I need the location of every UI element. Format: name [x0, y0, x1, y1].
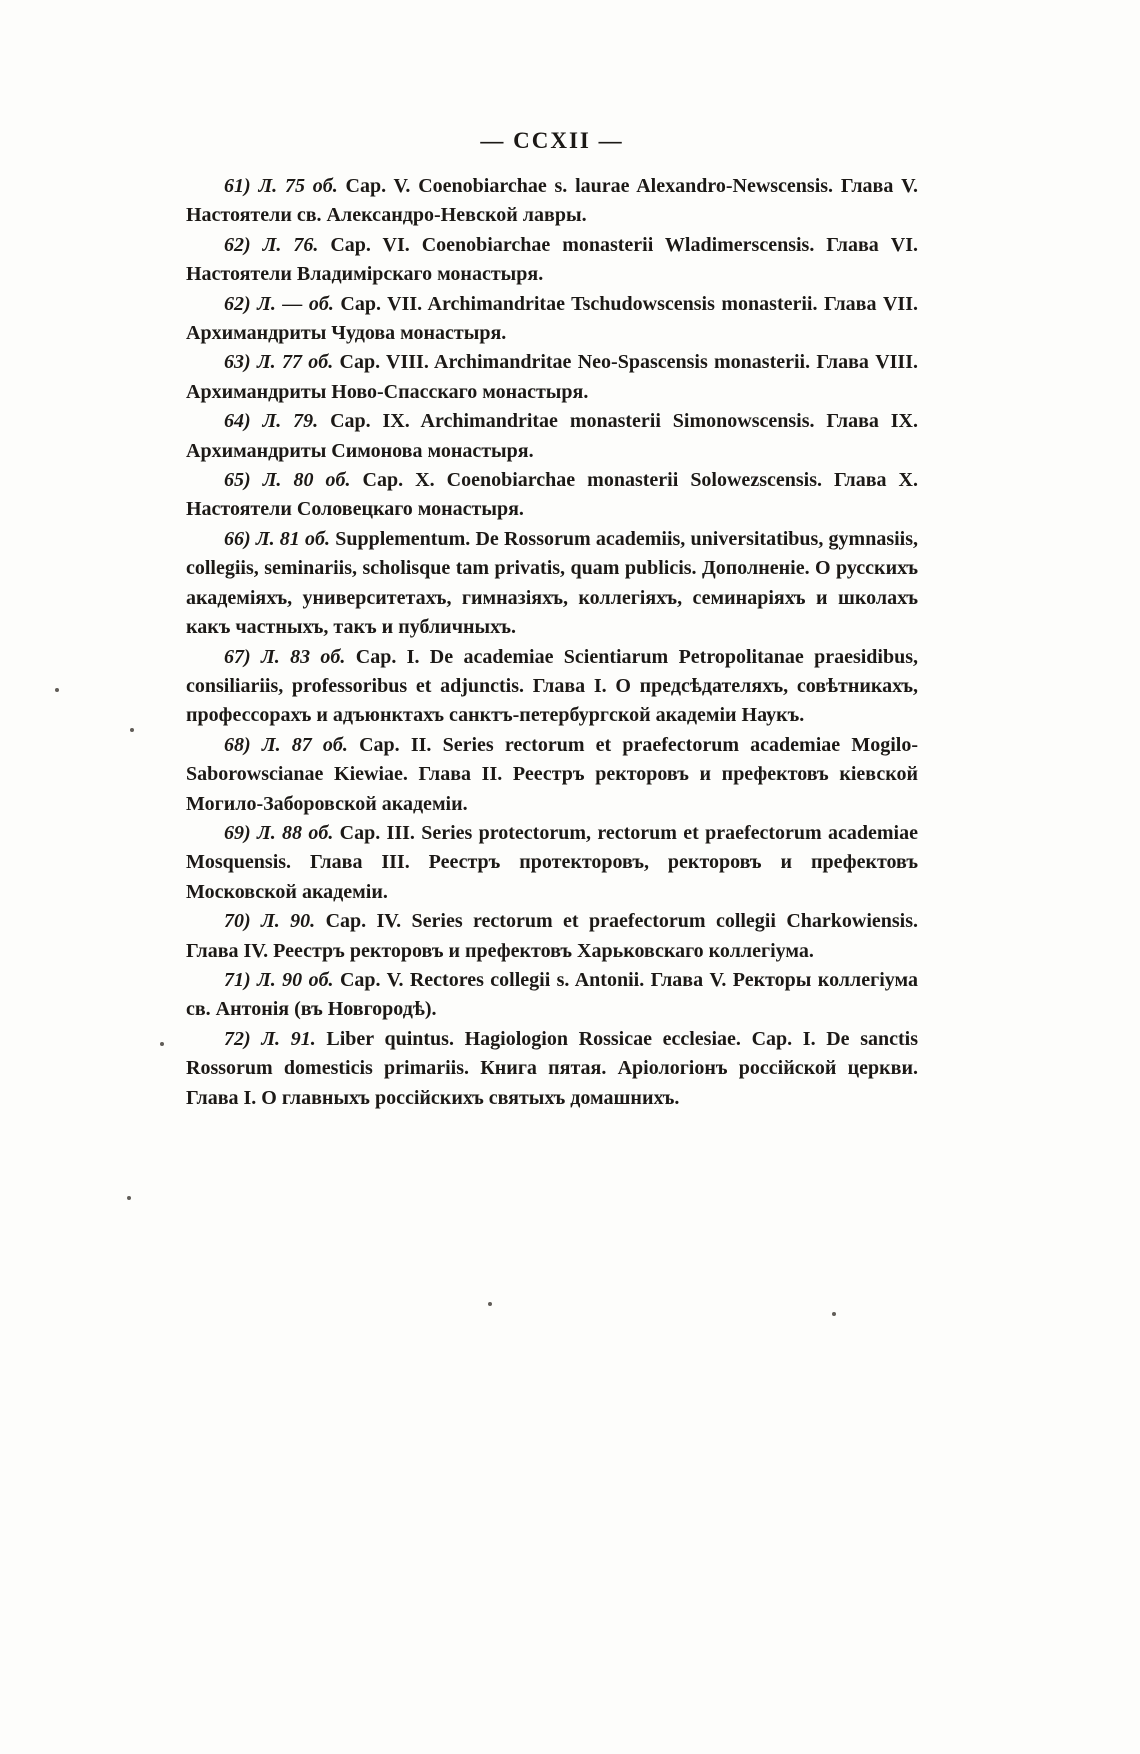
- entry: [186, 466, 918, 525]
- entry-text: Liber quintus. Hagiologion Rossicae ecclesiae. Cap. I. De sanctis Rossorum domesticis primariis. Книга пятая. Аріологіонъ россійской церкви. Глава I. О главныхъ россійскихъ святыхъ домашнихъ.: [186, 1027, 919, 1109]
- entry-text: Cap. V. Coenobiarchae s. laurae Alexandro-Newscensis. Глава V. Настоятели св. Александро-Невской лавры.: [186, 175, 918, 227]
- entry-ref: 67) Л. 83 об.: [224, 645, 346, 668]
- page-text-block: [186, 172, 918, 1113]
- scan-speck: [55, 688, 59, 692]
- entry-ref: 71) Л. 90 об.: [224, 968, 334, 991]
- entry-ref: 69) Л. 88 об.: [224, 821, 334, 844]
- entry-ref: 70) Л. 90.: [224, 910, 316, 933]
- entry: [186, 907, 918, 966]
- entry-ref: 63) Л. 77 об.: [224, 351, 334, 374]
- entry-text: Cap. VI. Coenobiarchae monasterii Wladimerscensis. Глава VI. Настоятели Владимірскаго монастыря.: [186, 233, 919, 286]
- entry-text: Cap. X. Coenobiarchae monasterii Solowezscensis. Глава X. Настоятели Соловецкаго монастыря.: [186, 469, 918, 521]
- entry: [186, 525, 918, 643]
- scan-speck: [488, 1302, 492, 1306]
- entry-text: Cap. V. Rectores collegii s. Antonii. Глава V. Ректоры коллегіума св. Антонія (въ Новгородѣ).: [186, 968, 918, 1021]
- entry-text: Cap. VIII. Archimandritae Neo-Spascensis monasterii. Глава VIII. Архимандриты Ново-Спасскаго монастыря.: [186, 351, 918, 403]
- entry: [186, 290, 918, 349]
- entry-text: Cap. IV. Series rectorum et praefectorum collegii Charkowiensis. Глава IV. Реестръ ректоровъ и префектовъ Харьковскаго коллегіума.: [186, 910, 919, 962]
- entry-text: Cap. IX. Archimandritae monasterii Simonowscensis. Глава IX. Архимандриты Симонова монастыря.: [186, 410, 918, 462]
- entry-ref: 68) Л. 87 об.: [224, 733, 348, 756]
- scan-speck: [832, 1312, 836, 1316]
- scan-speck: [160, 1042, 164, 1046]
- entry: [186, 407, 918, 466]
- entry-text: Cap. I. De academiae Scientiarum Petropolitanae praesidibus, consiliariis, professoribus et adjunctis. Глава I. О предсѣдателяхъ, совѣтникахъ, профессорахъ и адъюнктахъ санктъ-петербургской академіи Наукъ.: [186, 645, 919, 727]
- entry-text: Cap. VII. Archimandritae Tschudowscensis monasterii. Глава VII. Архимандриты Чудова монастыря.: [186, 292, 918, 345]
- entry-text: Supplementum. De Rossorum academiis, universitatibus, gymnasiis, collegiis, seminariis, scholisque tam privatis, quam publicis. Дополненіе. О русскихъ академіяхъ, университетахъ, гимназіяхъ, коллегіяхъ, семинаріяхъ и школахъ какъ частныхъ, такъ и публичныхъ.: [186, 527, 918, 639]
- entry: [186, 1025, 918, 1113]
- scan-speck: [130, 728, 134, 732]
- entry: [186, 731, 918, 819]
- entry-ref: 72) Л. 91.: [224, 1027, 316, 1050]
- page-number: — CCXII —: [480, 128, 624, 153]
- entry-text: Cap. II. Series rectorum et praefectorum academiae Mogilo-Saborowscianae Kiewiae. Глава II. Реестръ ректоровъ и префектовъ кіевской Могило-Заборовской академіи.: [186, 733, 918, 815]
- entry-ref: 62) Л. 76.: [224, 233, 319, 256]
- entry: [186, 231, 918, 290]
- entry-text: Cap. III. Series protectorum, rectorum et praefectorum academiae Mosquensis. Глава III. Реестръ протекторовъ, ректоровъ и префектовъ Московской академіи.: [186, 821, 918, 903]
- entry: [186, 643, 918, 731]
- entry: [186, 966, 918, 1025]
- entry: [186, 819, 918, 907]
- entry-ref: 65) Л. 80 об.: [224, 469, 351, 492]
- scan-speck: [127, 1196, 131, 1200]
- entry: [186, 348, 918, 407]
- entry-ref: 61) Л. 75 об.: [224, 175, 338, 197]
- entry: [186, 172, 918, 231]
- entry-ref: 66) Л. 81 об.: [224, 527, 330, 550]
- entry-ref: 62) Л. — об.: [224, 292, 334, 315]
- entry-ref: 64) Л. 79.: [224, 410, 319, 433]
